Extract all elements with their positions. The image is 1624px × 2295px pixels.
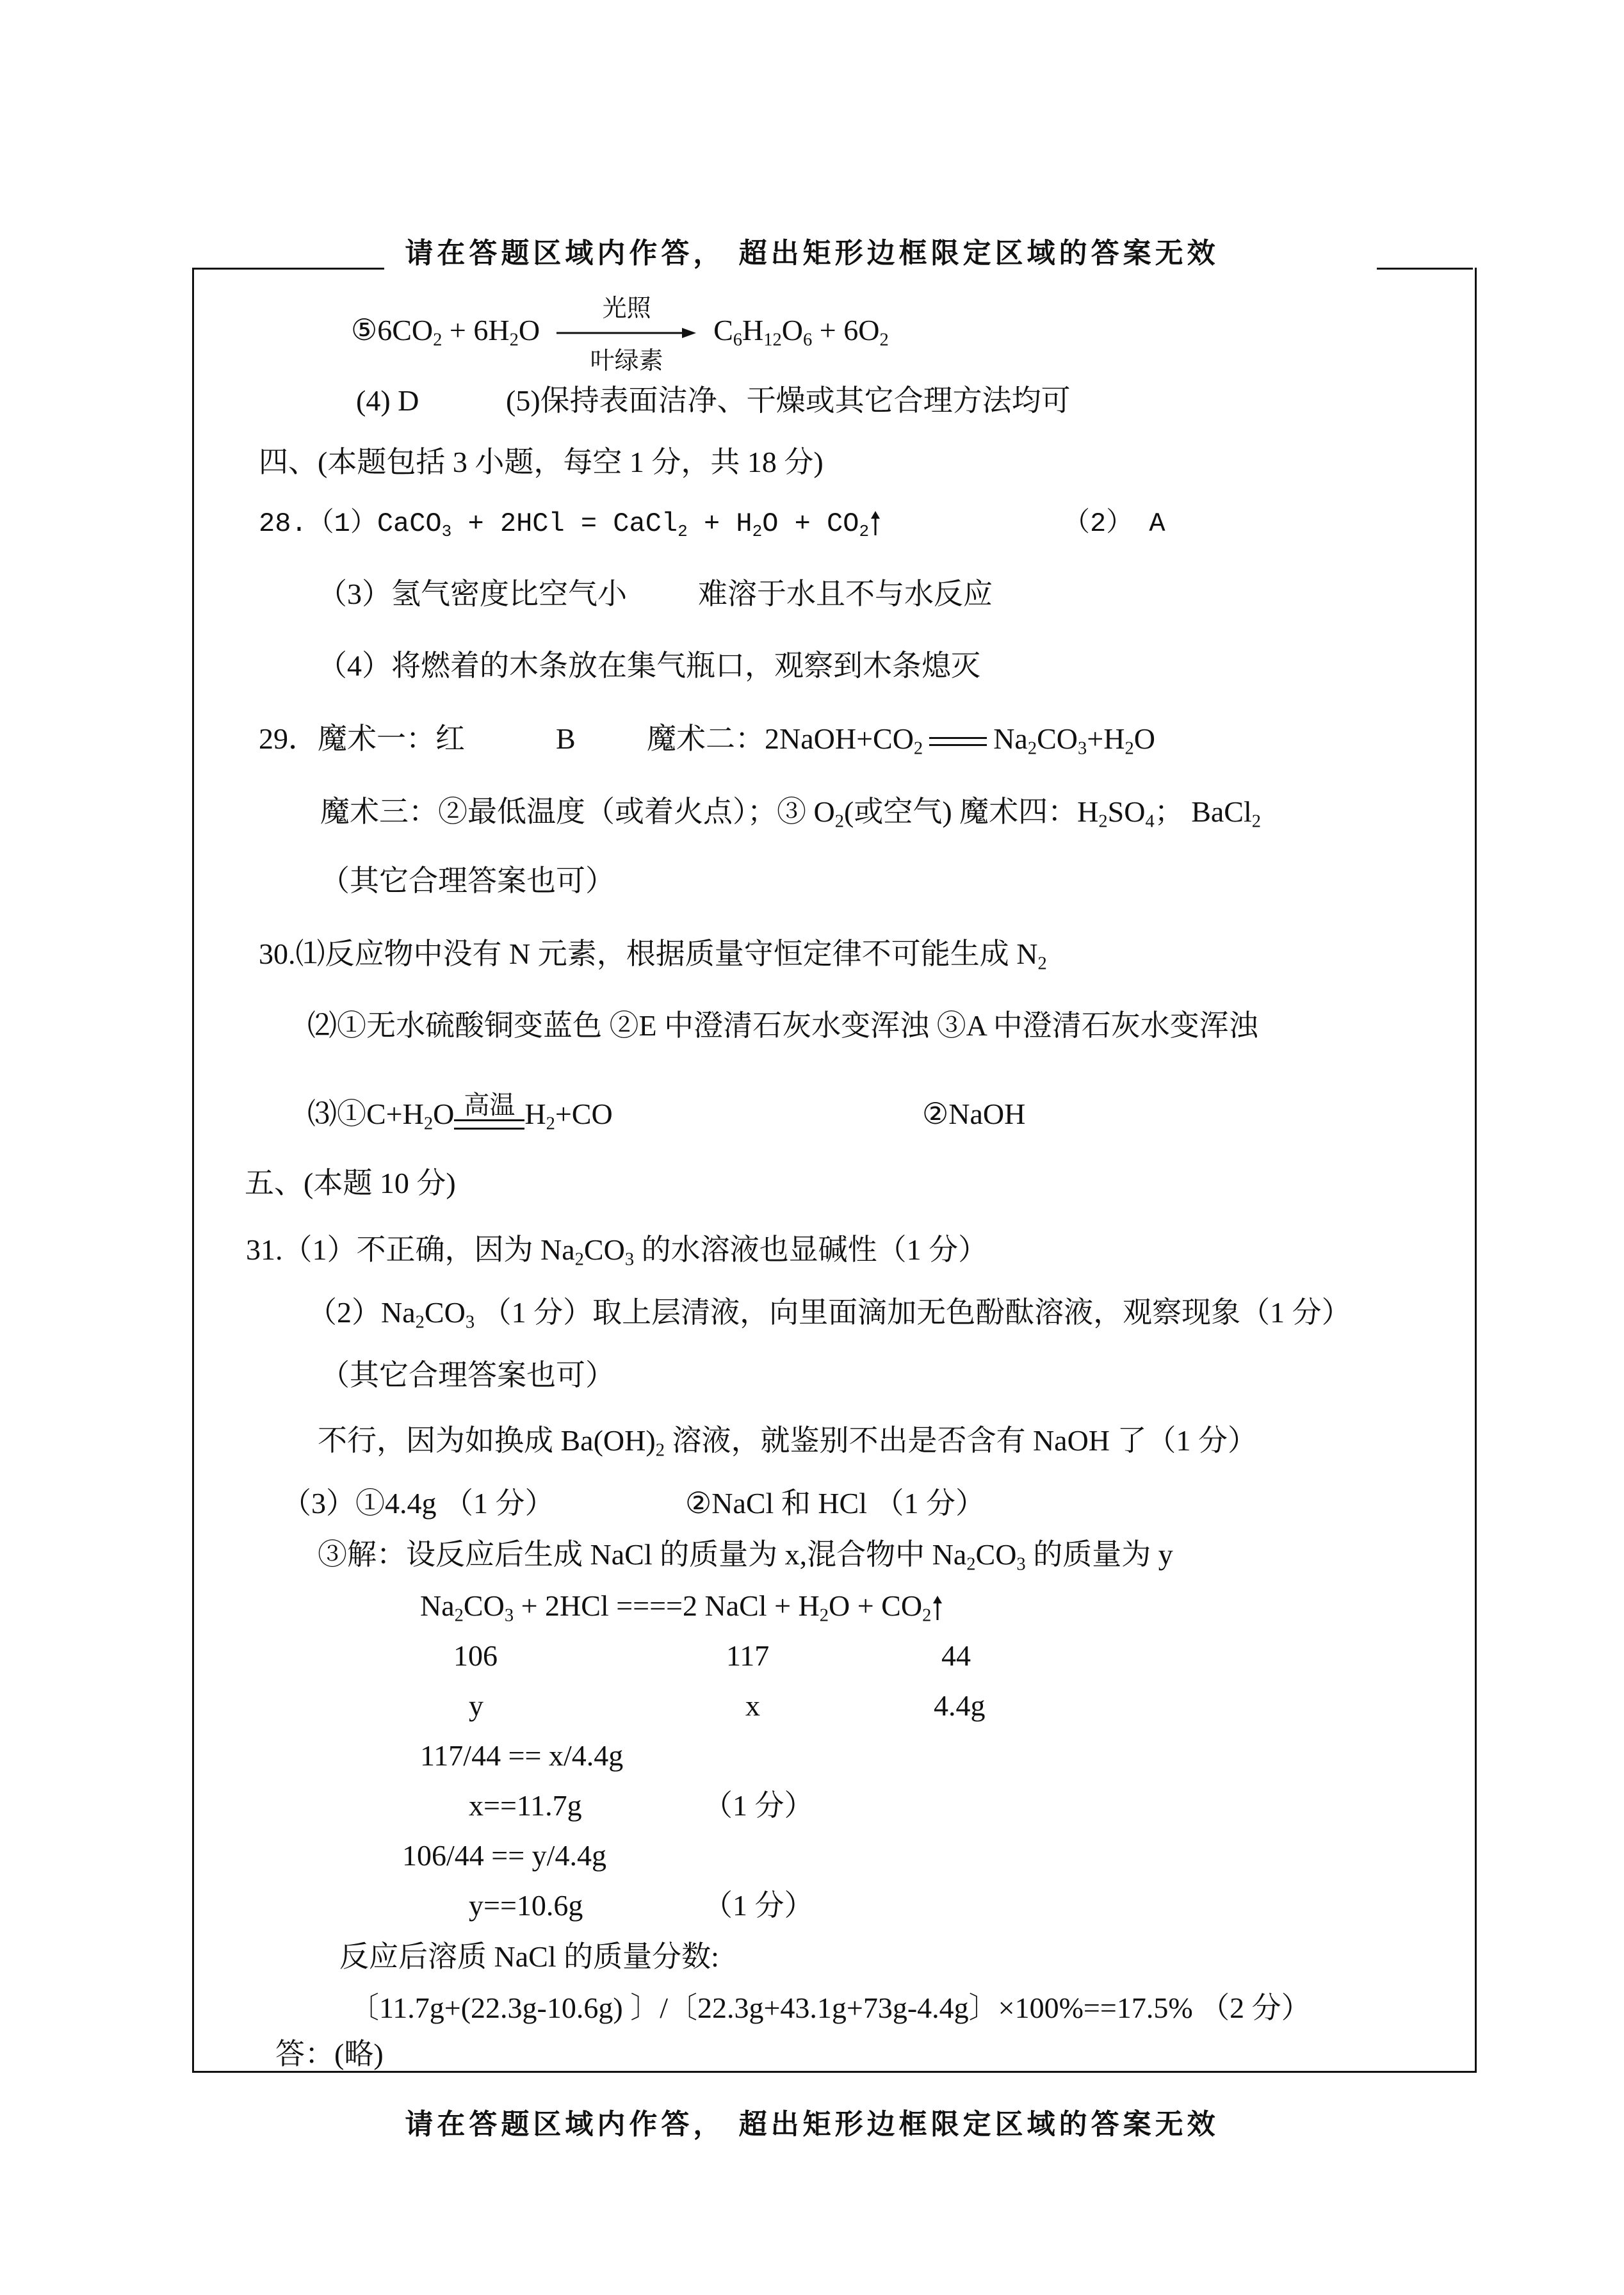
arrow-condition-light: 光照 [602,295,651,323]
answer-31-3-1: （3）①4.4g （1 分） [282,1487,555,1520]
answer-30-1: 30.⑴反应物中没有 N 元素，根据质量守恒定律不可能生成 $N_2$ [259,937,1047,974]
answer-31-2-note: （其它合理答案也可） [320,1359,615,1391]
ratio-y: 106/44 == y/4.4g [402,1839,606,1872]
answer-31-2-reason: 不行，因为如换成 $Ba(OH)_2$ 溶液，就鉴别不出是否含有 NaOH 了（1 分） [318,1424,1258,1461]
answer-27-4: (4) D [356,384,419,417]
answer-31-1: 31.（1）不正确，因为 $Na_2CO_3$ 的水溶液也显碱性（1 分） [246,1233,988,1270]
answer-29-magic-2: 魔术二：$2NaOH+CO_2$ $Na_2CO_3+H_2O$ [647,722,1155,759]
answer-28-4: （4）将燃着的木条放在集气瓶口，观察到木条熄灭 [318,649,980,682]
photosynthesis-equation: $⑤6CO_2 + 6H_2O$ 光照 叶绿素 $C_6H_{12}O_6 + 6O_2$ [351,312,889,351]
solution-equation: $Na_2CO_3 + 2HCl ====2$ NaCl + $H_2O + CO_2$ [420,1588,944,1624]
section-four-heading: 四、(本题包括 3 小题，每空 1 分，共 18 分) [259,446,824,478]
gas-up-arrow-icon [931,1596,944,1621]
gas-up-arrow-icon [869,511,882,537]
answer-30-3: $⑶①C+H_2O$ 高温 $H_2+CO$ [307,1096,613,1132]
molar-mass-co2: 44 [941,1639,971,1672]
mass-fraction-label: 反应后溶质 NaCl 的质量分数: [339,1940,719,1973]
unknown-x: x [745,1689,760,1722]
result-x: x==11.7g [469,1789,582,1822]
answer-31-3-2: ②NaCl 和 HCl （1 分） [685,1487,986,1520]
bottom-instruction-banner: 请在答题区域内作答， 超出矩形边框限定区域的答案无效 [405,2108,1219,2141]
molar-mass-na2co3: 106 [453,1639,498,1672]
answer-29-magic-1: 29．魔术一：红 [259,722,465,755]
reaction-arrow [556,295,697,375]
score-x: （1 分） [703,1789,814,1822]
answer-31-2: $(2)Na_2CO_3$ （1 分）取上层清液，向里面滴加无色酚酞溶液，观察现象（1 分） [307,1296,1351,1333]
answer-28-1: 28.（1）CaCO$_3$ + 2HCl = CaCl$_2$ + $H_2O + CO_2$ [259,506,882,542]
high-temperature-condition [454,1091,524,1130]
molar-mass-nacl: 117 [726,1639,770,1672]
answer-28-3b: 难溶于水且不与水反应 [698,578,993,610]
arrow-condition-chlorophyll: 叶绿素 [590,348,663,375]
answer-27-5: (5)保持表面洁净、干燥或其它合理方法均可 [506,384,1071,417]
equals-sign-icon [929,737,987,746]
answer-29-note: （其它合理答案也可） [320,864,615,897]
result-y: y==10.6g [469,1889,583,1922]
answer-29-magic-3-4: 魔术三：②最低温度（或着火点）；③ $O_2$(或空气) 魔术四：$H_2SO_4$； BaCl$_2$ [320,795,1262,832]
answer-30-2: ⑵①无水硫酸铜变蓝色 ②E 中澄清石灰水变浑浊 ③A 中澄清石灰水变浑浊 [307,1009,1258,1042]
co2-mass: 4.4g [934,1689,986,1722]
right-arrow-icon [556,327,697,339]
answer-29-magic-1-choice: B [556,722,576,755]
condition-high-temp: 高温 [464,1091,516,1120]
top-instruction-banner: 请在答题区域内作答， 超出矩形边框限定区域的答案无效 [405,237,1219,270]
section-five-heading: 五、(本题 10 分) [245,1167,456,1199]
unknown-y: y [469,1689,483,1722]
answer-28-3a: （3）氢气密度比空气小 [318,578,627,610]
mass-fraction-calculation: 〔11.7g+(22.3g-10.6g) 〕/〔22.3g+43.1g+73g-4.4g〕×100%==17.5% （2 分） [350,1991,1311,2024]
equals-sign-icon [454,1119,524,1130]
final-answer: 答：(略) [275,2038,384,2070]
score-y: （1 分） [703,1889,814,1922]
solution-assumption: ③解：设反应后生成 NaCl 的质量为 x,混合物中 $Na_2CO_3$ 的质量为 y [318,1538,1173,1575]
answer-28-2: （2） A [1063,508,1165,539]
answer-30-3-2: ②NaOH [922,1098,1026,1130]
ratio-x: 117/44 == x/4.4g [420,1739,624,1772]
